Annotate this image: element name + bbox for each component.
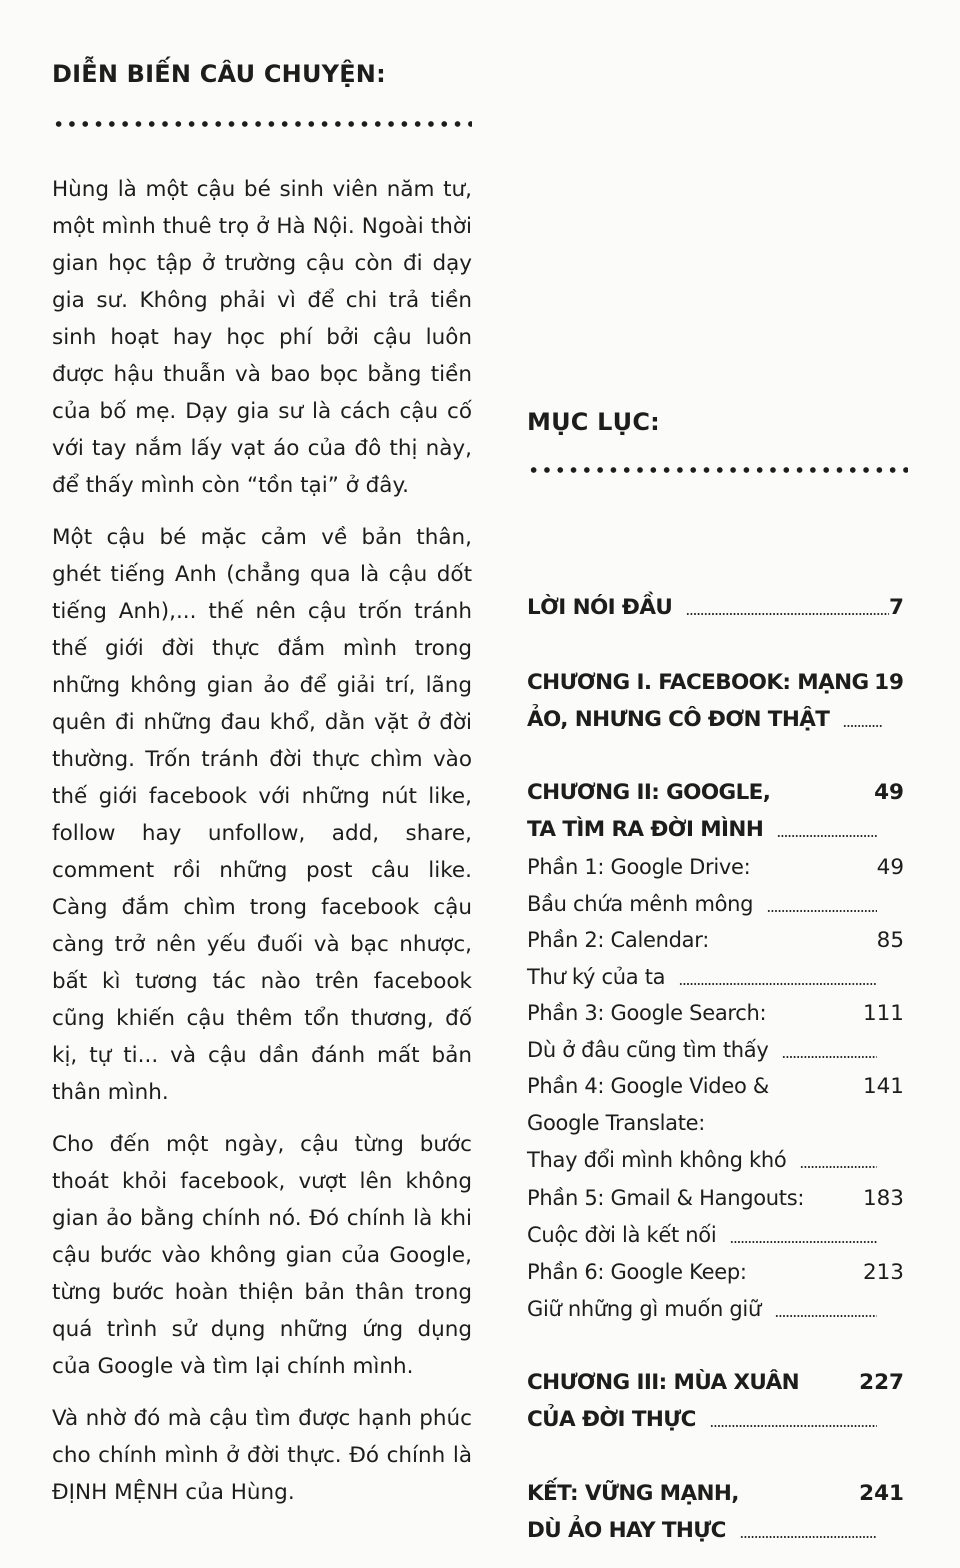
toc-entry-title: Phần 4: Google Video & [527,1074,769,1098]
story-paragraph: Và nhờ đó mà cậu tìm được hạnh phúc cho chính mình ở đời thực. Đó chính là ĐỊNH MỆNH của Hùng. [52,1406,472,1505]
toc-entry-title: Phần 6: Google Keep: [527,1260,747,1284]
toc-entry-title: Thư ký của ta [527,965,666,989]
toc-page-number: 85 [876,928,904,953]
toc-entry[interactable] [527,1068,908,1179]
dot-leader [843,725,883,727]
toc-entry-title: CỦA ĐỜI THỰC [527,1407,696,1432]
toc-page-number: 111 [862,1001,904,1026]
toc-entry[interactable] [527,1475,908,1549]
toc-heading: MỤC LỤC: [527,408,660,436]
toc-entry-title: Phần 3: Google Search: [527,1001,767,1025]
toc-entry-title: Phần 5: Gmail & Hangouts: [527,1186,805,1210]
toc-entry-title: Phần 1: Google Drive: [527,855,751,879]
toc-entry[interactable] [527,774,908,848]
dot-leader [775,1315,877,1317]
dot-leader [767,910,877,912]
toc-page-number: 213 [862,1260,904,1285]
dot-leader [800,1166,877,1168]
toc-page-number: 7 [889,595,904,620]
toc-entry-title: Google Translate: [527,1111,706,1135]
toc-entry-title: Cuộc đời là kết nối [527,1223,717,1247]
dot-leader [782,1056,877,1058]
dot-leader [710,1425,877,1427]
toc-page-number: 49 [874,780,904,805]
story-paragraph: Một cậu bé mặc cảm về bản thân, ghét tiếng Anh (chẳng qua là cậu dốt tiếng Anh),... thế nên cậu trốn tránh thế giới đời thực đắm mình trong những không gian ảo để giải trí, lãng quên đi những đau khổ, dằn vặt ở đời thường. Trốn tránh đời thực chìm vào thế giới facebook với những nút like, follow hay unfollow, add, share, comment rồi những post câu like. Càng đắm chìm trong facebook cậu càng trở nên yếu đuối và bạc nhược, bất kì tương tác nào trên facebook cũng khiến cậu thêm tổn thương, đố kị, tự ti... và cậu dần đánh mất bản thân mình. [52,525,472,1105]
toc-entry[interactable] [527,1364,908,1438]
dotted-divider [52,120,472,128]
toc-column [527,400,908,1543]
toc-entry-title: Dù ở đâu cũng tìm thấy [527,1038,769,1062]
story-paragraph: Cho đến một ngày, cậu từng bước thoát khỏi facebook, vượt lên không gian ảo bằng chính nó. Đó chính là khi cậu bước vào không gian của Google, từng bước hoàn thiện bản thân trong quá trình sử dụng những ứng dụng của Google và tìm lại chính mình. [52,1132,472,1379]
toc-entry-title: Thay đổi mình không khó [527,1148,787,1172]
toc-entry[interactable] [527,589,908,626]
dot-leader [740,1536,877,1538]
toc-page-number: 227 [859,1370,904,1395]
toc-entry-title: Giữ những gì muốn giữ [527,1297,761,1321]
dotted-divider [527,466,908,474]
toc-entry-title: CHƯƠNG II: GOOGLE, [527,780,771,805]
toc-page-number: 49 [876,855,904,880]
story-column [52,56,472,1511]
toc-entry-title: Phần 2: Calendar: [527,928,709,952]
story-paragraph: Hùng là một cậu bé sinh viên năm tư, một mình thuê trọ ở Hà Nội. Ngoài thời gian học tập ở trường cậu còn đi dạy gia sư. Không phải vì để chi trả tiền sinh hoạt hay học phí bởi cậu luôn được hậu thuẫn và bao bọc bằng tiền của bố mẹ. Dạy gia sư là cách cậu cố với tay nắm lấy vạt áo của đô thị này, để thấy mình còn “tồn tại” ở đây. [52,177,472,498]
toc-entry[interactable] [527,922,908,996]
toc-entry-title: DÙ ẢO HAY THỰC [527,1518,726,1543]
toc-entry[interactable] [527,1180,908,1254]
toc-page-number: 141 [862,1074,904,1099]
toc-entry[interactable] [527,664,908,738]
toc-page-number: 19 [874,670,904,695]
toc-entry-title: CHƯƠNG III: MÙA XUÂN [527,1370,800,1395]
dot-leader [686,613,889,615]
toc-entry[interactable] [527,849,908,923]
toc-page-number: 241 [859,1481,904,1506]
toc-entry[interactable] [527,995,908,1069]
toc-entry-title: LỜI NÓI ĐẦU [527,595,673,620]
dot-leader [777,835,877,837]
toc-entry-title: CHƯƠNG I. FACEBOOK: MẠNG [527,670,869,695]
dot-leader [679,983,877,985]
toc-entry-title: TA TÌM RA ĐỜI MÌNH [527,817,764,842]
toc-entry[interactable] [527,1254,908,1328]
story-heading: DIỄN BIẾN CÂU CHUYỆN: [52,60,386,88]
toc-entry-title: Bầu chứa mênh mông [527,892,754,916]
toc-page-number: 183 [862,1186,904,1211]
dot-leader [730,1241,877,1243]
toc-entry-title: ẢO, NHƯNG CÔ ĐƠN THẬT [527,707,830,732]
toc-entry-title: KẾT: VỮNG MẠNH, [527,1481,739,1506]
